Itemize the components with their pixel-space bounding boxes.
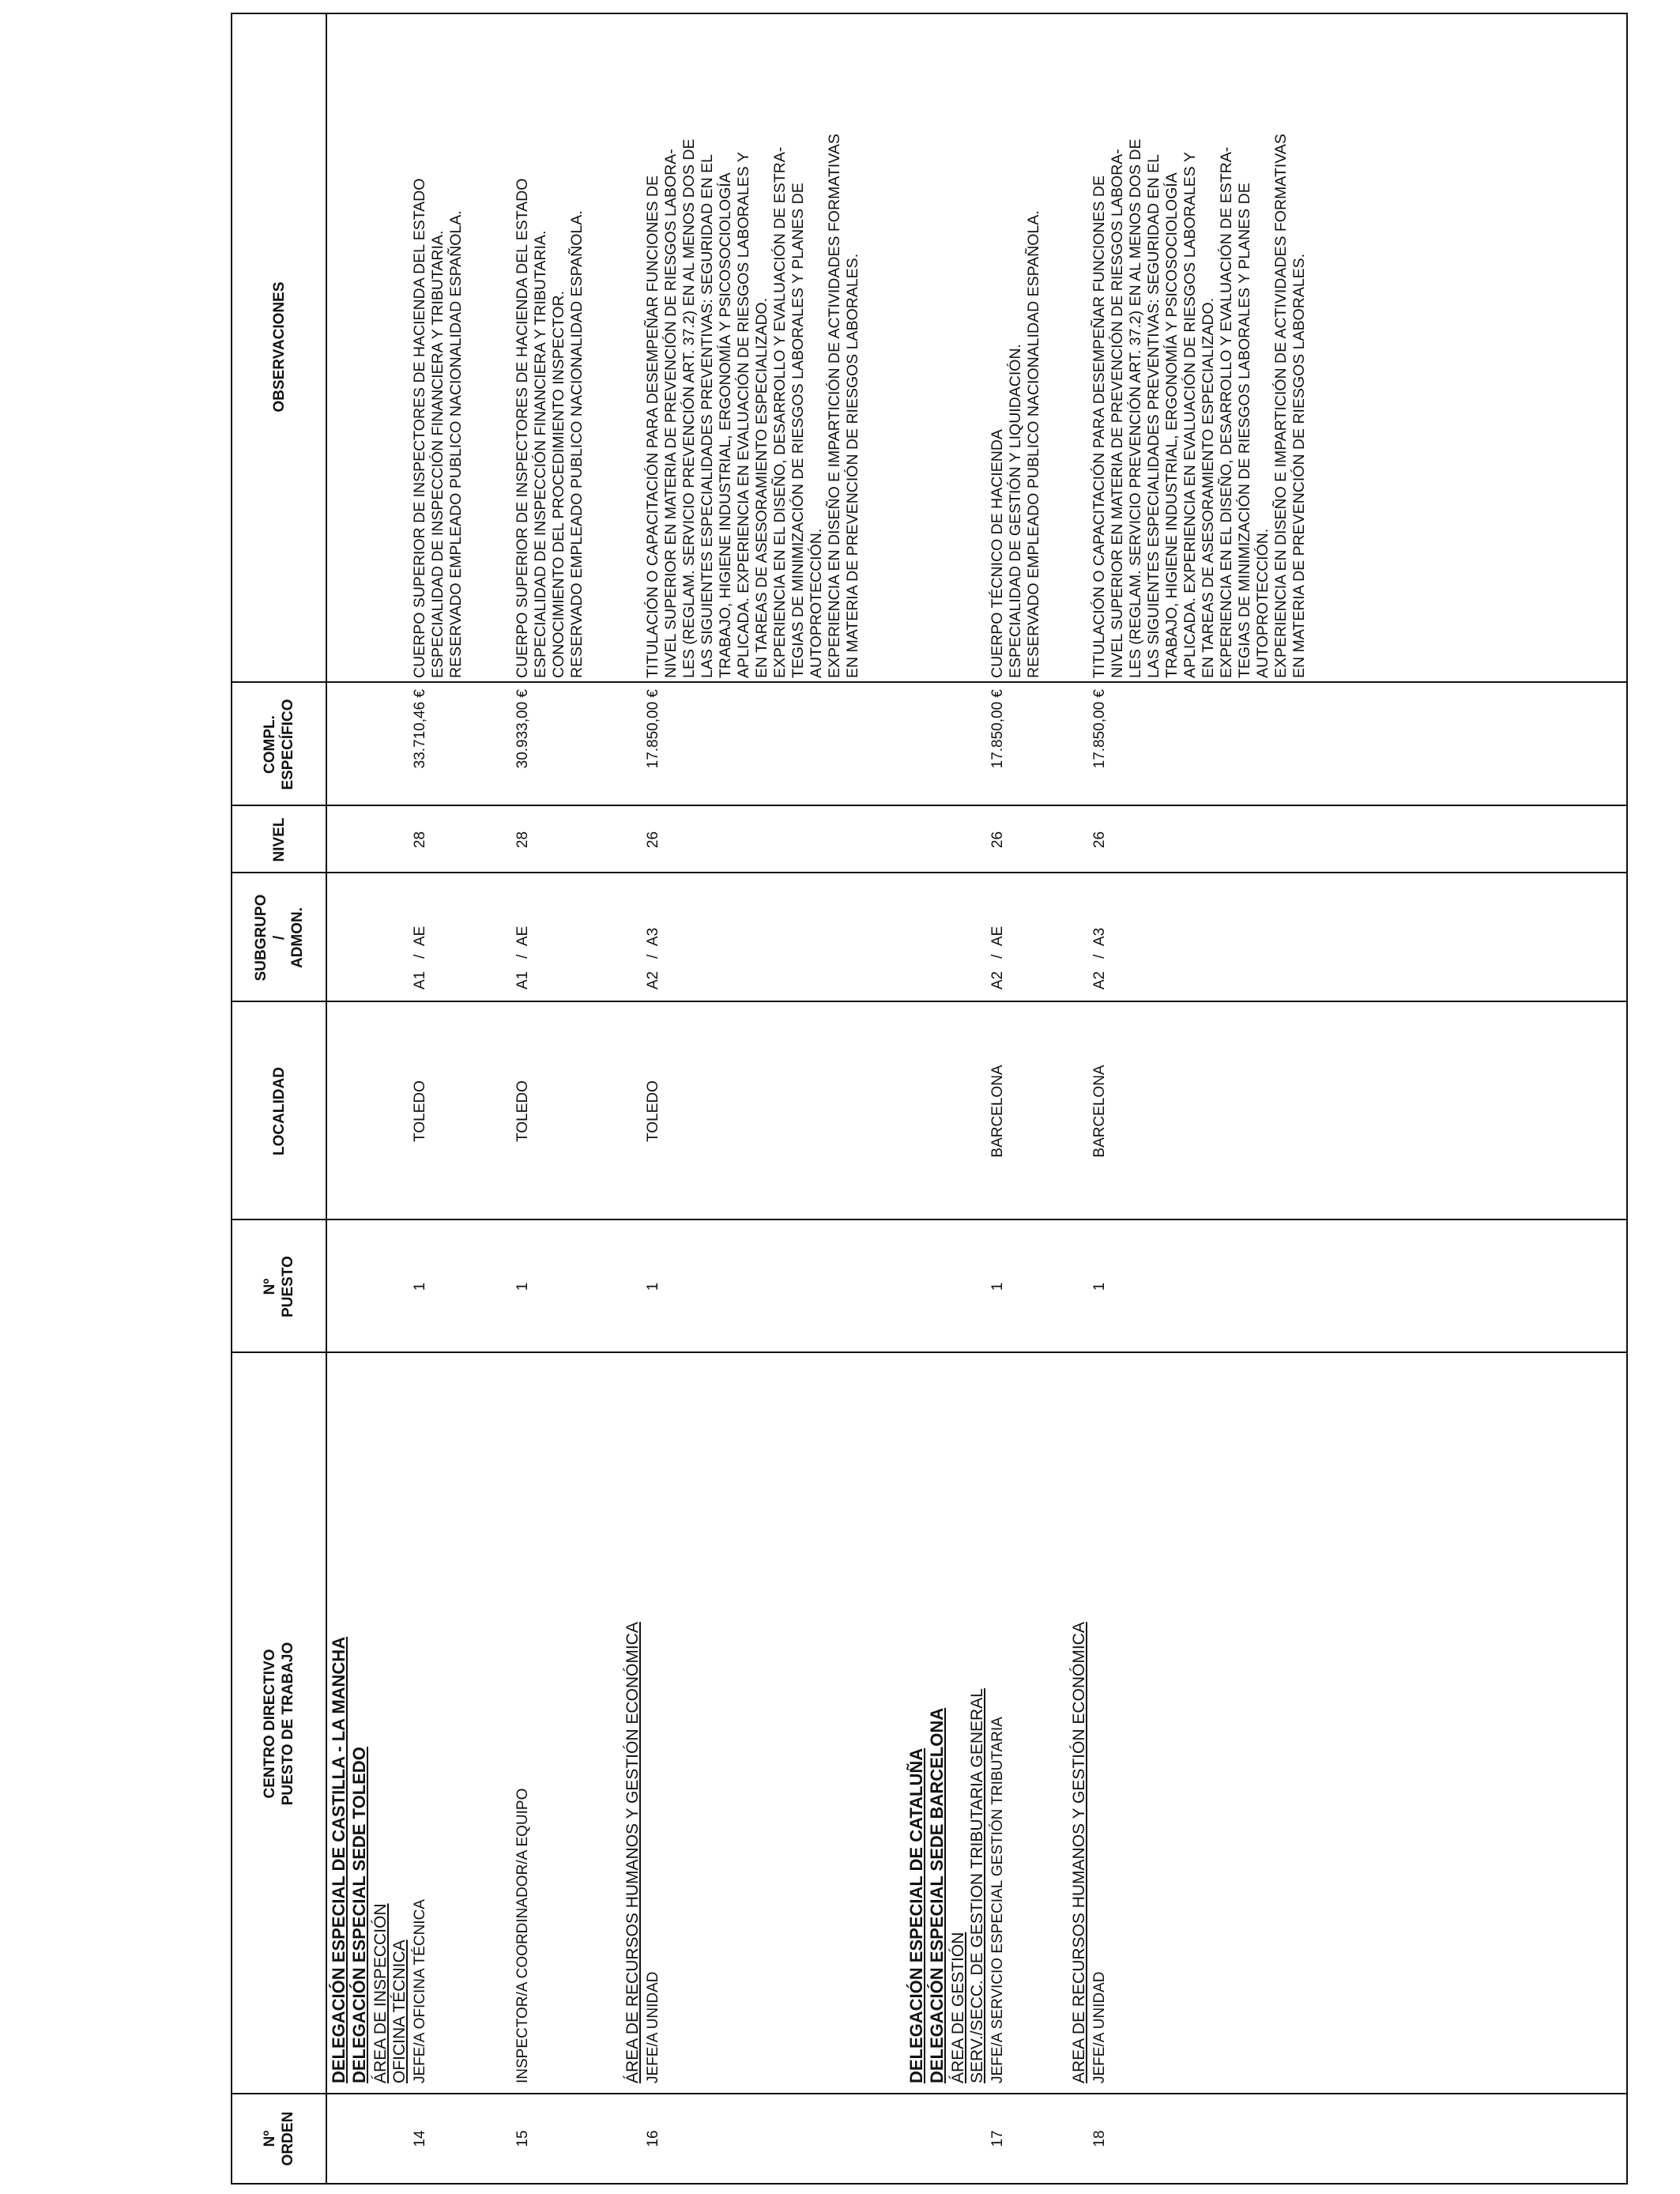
section-subheading: AREA DE RECURSOS HUMANOS Y GESTIÓN ECONÓMICA — [1070, 1622, 1088, 2083]
section-subheading: SERV./SECC. DE GESTION TRIBUTARIA GENERAL — [968, 1688, 986, 2083]
table-row-observaciones: TITULACIÓN O CAPACITACIÓN PARA DESEMPEÑAR FUNCIONES DE NIVEL SUPERIOR EN MATERIA DE PREVENCIÓN DE RIESGOS LABORA- LES (REGLAM. SERVICIO PREVENCIÓN ART. 37.2) EN AL MENOS DOS DE LAS SIGUIENTES ESPECIALIDADES PREVENTIVAS: SEGURIDAD EN EL TRABAJO, HIGIENE INDUSTRIAL, ERGONOMÍA Y PSICOSOCIOLOGÍA APLICADA. EXPERIENCIA EN EVALUACIÓN DE RIESGOS LABORALES Y EN TAREAS DE ASESORAMIENTO ESPECIALIZADO. EXPERIENCIA EN EL DISEÑO, DESARROLLO Y EVALUACIÓN DE ESTRA- TEGIAS DE MINIMIZACIÓN DE RIESGOS LABORALES Y PLANES DE AUTOPROTECCIÓN. EXPERIENCIA EN DISEÑO E IMPARTICIÓN DE ACTIVIDADES FORMATIVAS EN MATERIA DE PREVENCIÓN DE RIESGOS LABORALES. — [1090, 134, 1308, 678]
col-divider — [232, 1219, 1626, 1220]
table-row-subgrupo: A1 / AE — [514, 925, 531, 990]
table-row-n-puesto: 1 — [412, 1282, 428, 1291]
table-row-localidad: TOLEDO — [412, 1080, 428, 1142]
header-divider — [326, 14, 327, 2183]
header-orden: Nº ORDEN — [262, 2111, 296, 2166]
header-subgrupo: SUBGRUPO / ADMON. — [252, 894, 306, 982]
table-row-nivel: 26 — [989, 831, 1006, 849]
table-row-orden: 17 — [989, 2130, 1006, 2147]
table-row-puesto-trabajo: JEFE/A UNIDAD — [1091, 1971, 1108, 2083]
header-centro: CENTRO DIRECTIVO PUESTO DE TRABAJO — [262, 1642, 296, 1806]
table-row-compl: 17.850,00 € — [989, 689, 1006, 769]
table-row-orden: 16 — [645, 2130, 661, 2147]
col-divider — [232, 1351, 1626, 1353]
section-heading: DELEGACIÓN ESPECIAL DE CATALUÑA — [906, 1747, 926, 2083]
table-row-subgrupo: A2 / A3 — [1091, 927, 1108, 990]
table-row-nivel: 28 — [514, 831, 531, 849]
header-compl: COMPL. ESPECÍFICO — [262, 699, 296, 790]
table-row-n-puesto: 1 — [514, 1282, 531, 1291]
section-heading: DELEGACIÓN ESPECIAL SEDE TOLEDO — [349, 1747, 369, 2083]
table-row-nivel: 28 — [412, 831, 428, 849]
table-row-observaciones: CUERPO SUPERIOR DE INSPECTORES DE HACIENDA DEL ESTADO ESPECIALIDAD DE INSPECCIÓN FINANCIERA Y TRIBUTARIA. RESERVADO EMPLEADO PUBLICO NACIONALIDAD ESPAÑOLA. — [411, 178, 465, 678]
section-subheading: OFICINA TÉCNICA — [390, 1940, 409, 2083]
col-divider — [232, 805, 1626, 806]
table-row-subgrupo: A2 / AE — [989, 925, 1006, 990]
table-row-puesto-trabajo: JEFE/A UNIDAD — [645, 1971, 661, 2083]
table-row-n-puesto: 1 — [645, 1282, 661, 1291]
table-row-localidad: TOLEDO — [514, 1080, 531, 1142]
section-heading: DELEGACIÓN ESPECIAL SEDE BARCELONA — [927, 1707, 947, 2083]
table-row-compl: 30.933,00 € — [514, 689, 531, 769]
table-row-orden: 18 — [1091, 2130, 1108, 2147]
header-localidad: LOCALIDAD — [270, 1067, 288, 1155]
col-divider — [232, 681, 1626, 683]
table-row-nivel: 26 — [645, 831, 661, 849]
section-subheading: ÁREA DE GESTIÓN — [949, 1932, 967, 2083]
col-divider — [232, 2093, 1626, 2094]
table-row-n-puesto: 1 — [989, 1282, 1006, 1291]
table-row-compl: 33.710,46 € — [412, 689, 428, 769]
table-row-observaciones: CUERPO SUPERIOR DE INSPECTORES DE HACIENDA DEL ESTADO ESPECIALIDAD DE INSPECCIÓN FINANCIERA Y TRIBUTARIA. CONOCIMIENTO DEL PROCEDIMIENTO INSPECTOR. RESERVADO EMPLEADO PUBLICO NACIONALIDAD ESPAÑOLA. — [514, 178, 586, 678]
table-row-puesto-trabajo: JEFE/A OFICINA TÉCNICA — [412, 1899, 428, 2083]
table-row-subgrupo: A2 / A3 — [645, 927, 661, 990]
table-row-nivel: 26 — [1091, 831, 1108, 849]
section-heading: DELEGACIÓN ESPECIAL DE CASTILLA - LA MANCHA — [329, 1636, 348, 2083]
table-row-subgrupo: A1 / AE — [412, 925, 428, 990]
table-row-compl: 17.850,00 € — [1091, 689, 1108, 769]
col-divider — [232, 1001, 1626, 1002]
header-nivel: NIVEL — [270, 817, 288, 862]
table-row-orden: 14 — [412, 2130, 428, 2147]
table-row-observaciones: CUERPO TÉCNICO DE HACIENDA ESPECIALIDAD DE GESTIÓN Y LIQUIDACIÓN. RESERVADO EMPLEADO PUBLICO NACIONALIDAD ESPAÑOLA. — [989, 210, 1042, 678]
section-subheading: ÁREA DE INSPECCIÓN — [371, 1903, 390, 2083]
table-row-localidad: BARCELONA — [1091, 1065, 1108, 1158]
header-puesto: Nº PUESTO — [262, 1256, 296, 1318]
table-row-observaciones: TITULACIÓN O CAPACITACIÓN PARA DESEMPEÑAR FUNCIONES DE NIVEL SUPERIOR EN MATERIA DE PREVENCIÓN DE RIESGOS LABORA- LES (REGLAM. SERVICIO PREVENCIÓN ART. 37.2) EN AL MENOS DOS DE LAS SIGUIENTES ESPECIALIDADES PREVENTIVAS: SEGURIDAD EN EL TRABAJO, HIGIENE INDUSTRIAL, ERGONOMÍA Y PSICOSOCIOLOGÍA APLICADA. EXPERIENCIA EN EVALUACIÓN DE RIESGOS LABORALES Y EN TAREAS DE ASESORAMIENTO ESPECIALIZADO. EXPERIENCIA EN EL DISEÑO, DESARROLLO Y EVALUACIÓN DE ESTRA- TEGIAS DE MINIMIZACIÓN DE RIESGOS LABORALES Y PLANES DE AUTOPROTECCIÓN. EXPERIENCIA EN DISEÑO E IMPARTICIÓN DE ACTIVIDADES FORMATIVAS EN MATERIA DE PREVENCIÓN DE RIESGOS LABORALES. — [644, 134, 861, 678]
table-row-puesto-trabajo: INSPECTOR/A COORDINADOR/A EQUIPO — [514, 1788, 531, 2083]
table-row-localidad: BARCELONA — [989, 1065, 1006, 1158]
table-row-n-puesto: 1 — [1091, 1282, 1108, 1291]
section-subheading: ÁREA DE RECURSOS HUMANOS Y GESTIÓN ECONÓMICA — [623, 1622, 642, 2083]
table-row-puesto-trabajo: JEFE/A SERVICIO ESPECIAL GESTIÓN TRIBUTARIA — [989, 1717, 1006, 2083]
col-divider — [232, 872, 1626, 873]
header-observaciones: OBSERVACIONES — [270, 281, 288, 413]
table-row-localidad: TOLEDO — [645, 1080, 661, 1142]
table-frame — [231, 13, 1628, 2185]
table-row-orden: 15 — [514, 2130, 531, 2147]
table-row-compl: 17.850,00 € — [645, 689, 661, 769]
